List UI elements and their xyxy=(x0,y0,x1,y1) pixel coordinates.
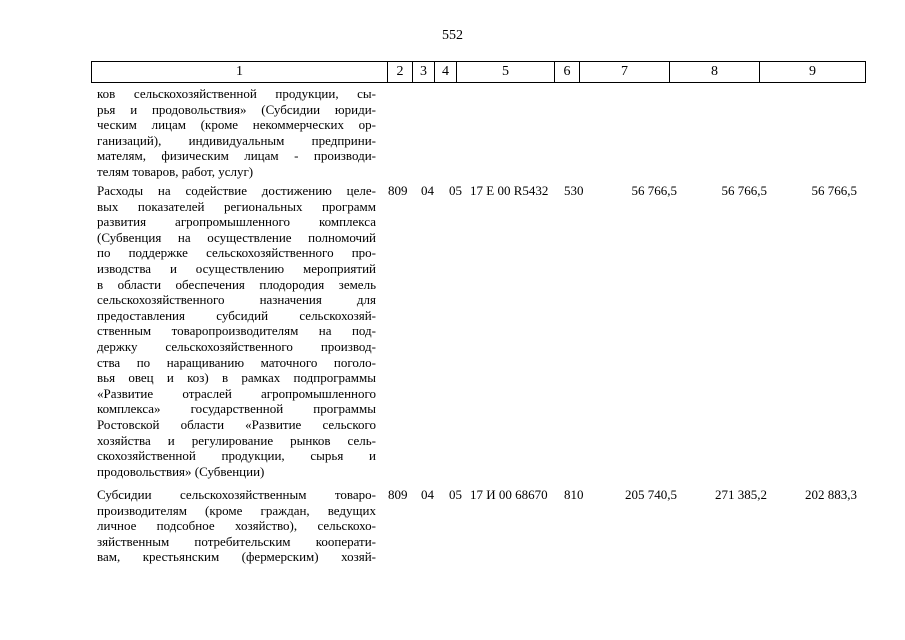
description-line: рья и продовольствия» (Субсидии юриди- xyxy=(97,101,376,117)
row-description xyxy=(97,487,376,565)
description-line: изводства и осуществлению мероприятий xyxy=(97,260,376,276)
cell-amount-col9: 56 766,5 xyxy=(811,183,857,198)
cell-target-article: 17 И 00 68670 xyxy=(470,487,548,502)
column-header-1: 1 xyxy=(92,62,388,82)
description-line: комплекса» государственной программы xyxy=(97,401,376,417)
description-line: скохозяйственной продукции, сырья и xyxy=(97,448,376,464)
description-line: ческим лицам (кроме некоммерческих ор- xyxy=(97,117,376,133)
column-header-4: 4 xyxy=(435,62,457,82)
cell-amount-col7: 56 766,5 xyxy=(631,183,677,198)
description-line: развития агропромышленного комплекса xyxy=(97,214,376,230)
column-header-2: 2 xyxy=(388,62,413,82)
description-line: по поддержке сельскохозяйственного про- xyxy=(97,245,376,261)
page-number: 552 xyxy=(442,28,463,43)
description-line: держку сельскохозяйственного производ- xyxy=(97,338,376,354)
description-line: ства по наращиванию маточного поголо- xyxy=(97,354,376,370)
cell-expense-type: 530 xyxy=(564,183,584,198)
description-line: личное подсобное хозяйство), сельскохо- xyxy=(97,518,376,534)
row-description xyxy=(97,86,376,180)
column-header-3: 3 xyxy=(413,62,435,82)
column-header-5: 5 xyxy=(457,62,555,82)
cell-expense-type: 810 xyxy=(564,487,584,502)
description-line: ганизаций), индивидуальным предприни- xyxy=(97,132,376,148)
cell-ministry-code: 809 xyxy=(388,487,408,502)
description-line: зяйственным потребительским кооперати- xyxy=(97,533,376,549)
cell-target-article: 17 Е 00 R5432 xyxy=(470,183,549,198)
cell-amount-col8: 271 385,2 xyxy=(715,487,767,502)
description-line: Ростовской области «Развитие сельского xyxy=(97,416,376,432)
cell-subsection: 05 xyxy=(449,487,462,502)
description-line: мателям, физическим лицам - производи- xyxy=(97,148,376,164)
description-line: сельскохозяйственного назначения для xyxy=(97,292,376,308)
description-line: Расходы на содействие достижению целе- xyxy=(97,183,376,198)
column-header-6: 6 xyxy=(555,62,580,82)
description-line: (Субвенция на осуществление полномочий xyxy=(97,229,376,245)
description-line: ственным товаропроизводителям на под- xyxy=(97,323,376,339)
column-header-8: 8 xyxy=(670,62,760,82)
table-header-row xyxy=(91,61,866,83)
description-line: вам, крестьянским (фермерским) хозяй- xyxy=(97,549,376,565)
cell-ministry-code: 809 xyxy=(388,183,408,198)
cell-amount-col7: 205 740,5 xyxy=(625,487,677,502)
description-line: хозяйства и регулирование рынков сель- xyxy=(97,432,376,448)
column-header-7: 7 xyxy=(580,62,670,82)
description-line: вых показателей региональных программ xyxy=(97,198,376,214)
cell-amount-col9: 202 883,3 xyxy=(805,487,857,502)
row-description xyxy=(97,183,376,479)
description-line: предоставления субсидий сельскохозяй- xyxy=(97,307,376,323)
description-line: продовольствия» (Субвенции) xyxy=(97,463,265,479)
column-header-9: 9 xyxy=(809,64,816,79)
cell-section: 04 xyxy=(421,487,434,502)
description-line: вья овец и коз) в рамках подпрограммы xyxy=(97,370,376,386)
description-line: Субсидии сельскохозяйственным товаро- xyxy=(97,487,376,502)
description-line: телям товаров, работ, услуг) xyxy=(97,163,254,179)
description-line: в области обеспечения плодородия земель xyxy=(97,276,376,292)
description-line: «Развитие отраслей агропромышленного xyxy=(97,385,376,401)
description-line: производителям (кроме граждан, ведущих xyxy=(97,502,376,518)
cell-amount-col8: 56 766,5 xyxy=(721,183,767,198)
description-line: ков сельскохозяйственной продукции, сы- xyxy=(97,86,376,101)
cell-subsection: 05 xyxy=(449,183,462,198)
cell-section: 04 xyxy=(421,183,434,198)
